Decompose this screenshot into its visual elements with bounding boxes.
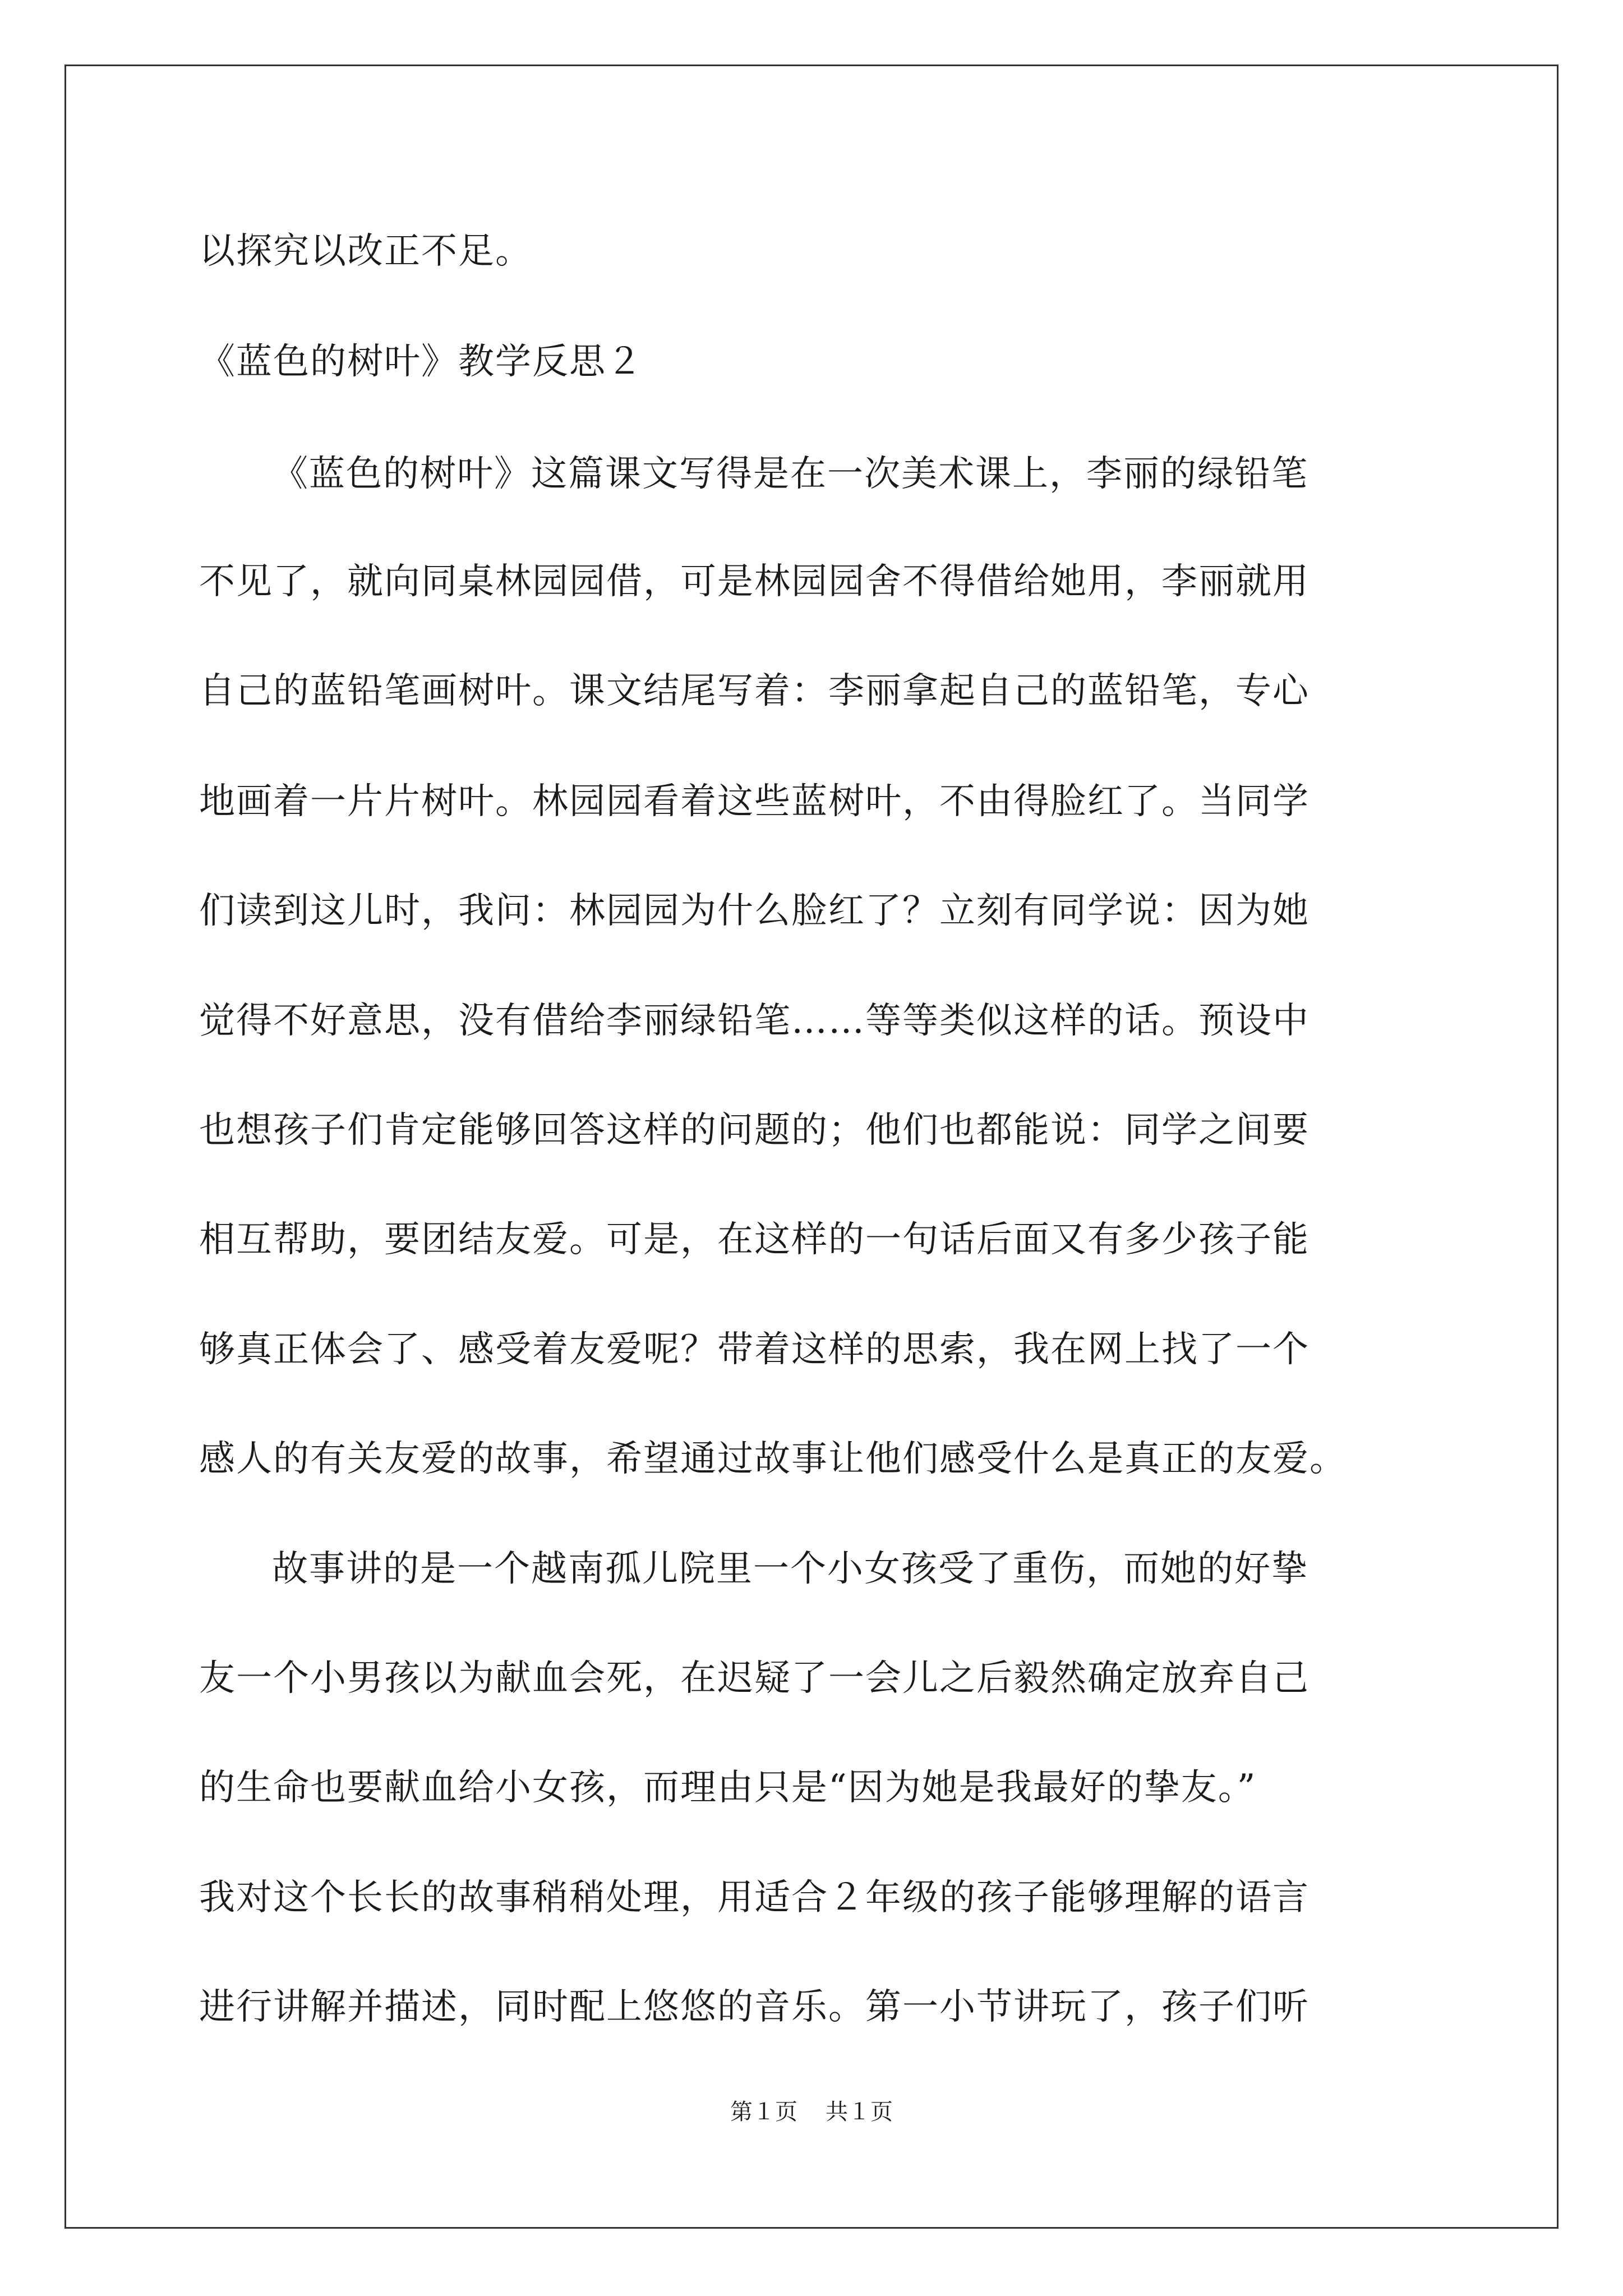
text-line-16: 我对这个长长的故事稍稍处理，用适合２年级的孩子能够理解的语言: [199, 1877, 1310, 1918]
section-heading: 《蓝色的树叶》教学反思２: [199, 341, 643, 383]
text-line-14: 友一个小男孩以为献血会死，在迟疑了一会儿之后毅然确定放弃自己: [199, 1658, 1310, 1699]
page-footer: [0, 2101, 1623, 2123]
page-total: 共１页: [826, 2099, 893, 2125]
page-number: 第１页: [730, 2099, 797, 2125]
text-line-1: 以探究以改正不足。: [199, 231, 532, 272]
text-line-4: 不见了，就向同桌林园园借，可是林园园舍不得借给她用，李丽就用: [199, 561, 1310, 602]
text-line-3: 《蓝色的树叶》这篇课文写得是在一次美术课上，李丽的绿铅笔: [272, 453, 1308, 495]
text-line-5: 自己的蓝铅笔画树叶。课文结尾写着：李丽拿起自己的蓝铅笔，专心: [199, 670, 1310, 712]
text-line-12: 感人的有关友爱的故事，希望通过故事让他们感受什么是真正的友爱。: [199, 1438, 1347, 1480]
text-line-7: 们读到这儿时，我问：林园园为什么脸红了？立刻有同学说：因为她: [199, 890, 1310, 932]
text-line-8: 觉得不好意思，没有借给李丽绿铅笔……等等类似这样的话。预设中: [199, 1000, 1310, 1042]
text-line-9: 也想孩子们肯定能够回答这样的问题的；他们也都能说：同学之间要: [199, 1110, 1310, 1151]
text-line-17: 进行讲解并描述，同时配上悠悠的音乐。第一小节讲玩了，孩子们听: [199, 1986, 1310, 2028]
text-line-13: 故事讲的是一个越南孤儿院里一个小女孩受了重伤，而她的好挚: [272, 1548, 1308, 1590]
text-line-6: 地画着一片片树叶。林园园看着这些蓝树叶，不由得脸红了。当同学: [199, 781, 1310, 822]
text-line-15: 的生命也要献血给小女孩，而理由只是“因为她是我最好的挚友。”: [199, 1767, 1257, 1809]
text-line-10: 相互帮助，要团结友爱。可是，在这样的一句话后面又有多少孩子能: [199, 1219, 1310, 1260]
text-line-11: 够真正体会了、感受着友爱呢？带着这样的思索，我在网上找了一个: [199, 1329, 1310, 1370]
